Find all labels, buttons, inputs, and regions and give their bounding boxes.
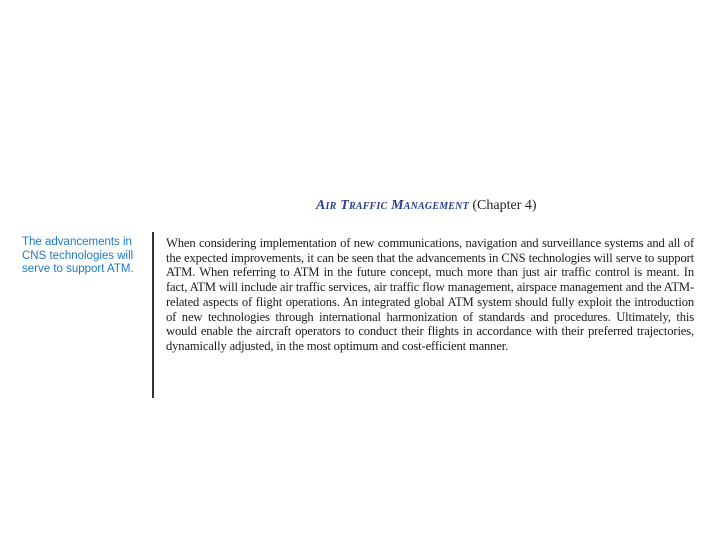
section-title: Air Traffic Management: [316, 198, 469, 213]
body-paragraph: When considering implementation of new communications, navigation and surveillance systems and all of the expected improvements, it can be seen that the advancements in CNS technologies will serve to support ATM. When referring to ATM in the future concept, much more than just air traffic control is meant. In fact, ATM will include air traffic services, air traffic flow management, airspace management and the ATM-related aspects of flight operations. An integrated global ATM system should fully exploit the introduction of new technologies through international harmonization of standards and procedures. Ultimately, this would enable the aircraft operators to conduct their flights in accordance with their preferred trajectories, dynamically adjusted, in the most optimum and cost-efficient manner.: [166, 236, 694, 353]
chapter-reference: (Chapter 4): [472, 198, 537, 213]
margin-note: The advancements in CNS technologies will serve to support ATM.: [22, 236, 134, 275]
vertical-divider: [152, 232, 154, 398]
section-heading: [316, 198, 537, 214]
